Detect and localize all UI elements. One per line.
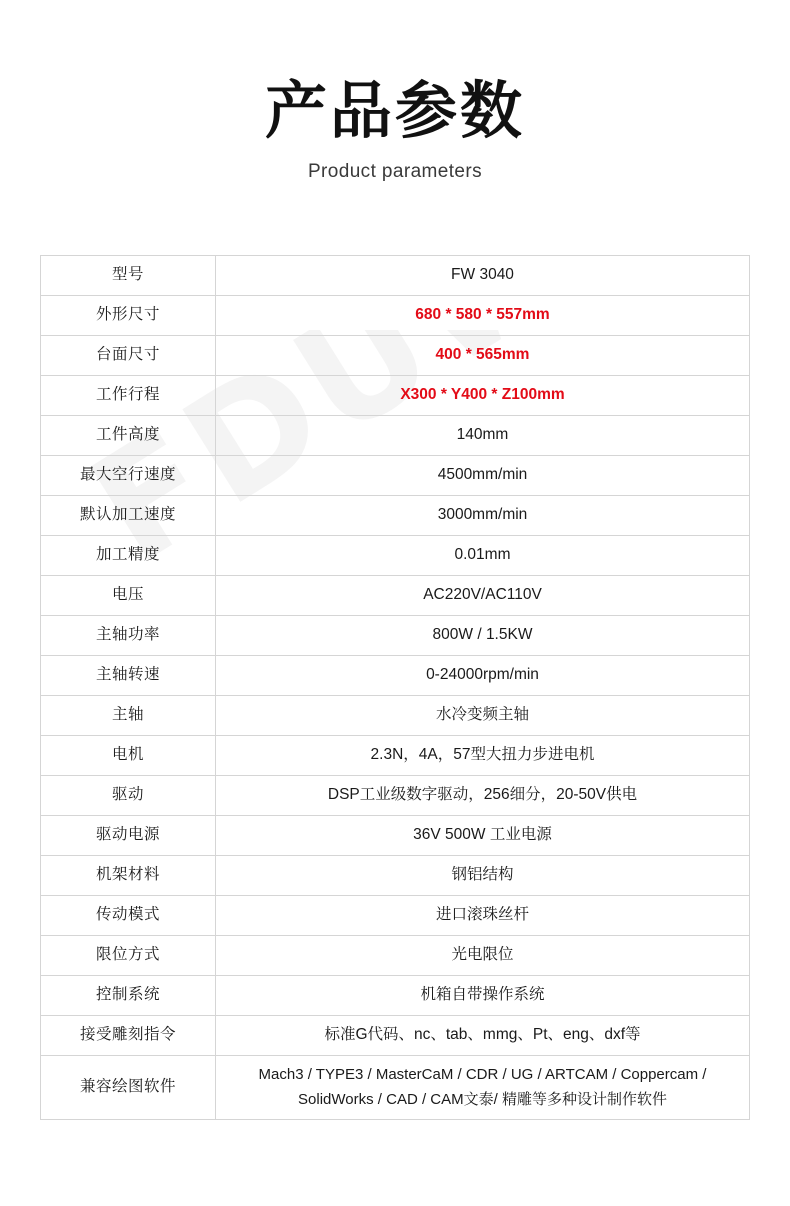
table-row	[41, 896, 750, 936]
table-row	[41, 856, 750, 896]
row-value	[216, 1056, 750, 1120]
row-label: 主轴功率	[41, 616, 216, 656]
row-value: FW 3040	[216, 256, 750, 296]
table-row	[41, 536, 750, 576]
row-value: 2.3N，4A，57型大扭力步进电机	[216, 736, 750, 776]
row-label: 电压	[41, 576, 216, 616]
table-row	[41, 776, 750, 816]
row-label: 驱动	[41, 776, 216, 816]
table-row	[41, 496, 750, 536]
row-label: 传动模式	[41, 896, 216, 936]
table-row	[41, 736, 750, 776]
table-row	[41, 256, 750, 296]
row-label: 加工精度	[41, 536, 216, 576]
row-label: 电机	[41, 736, 216, 776]
row-value: 400 * 565mm	[216, 336, 750, 376]
row-value: 水冷变频主轴	[216, 696, 750, 736]
table-row	[41, 576, 750, 616]
table-row	[41, 376, 750, 416]
row-label: 外形尺寸	[41, 296, 216, 336]
table-row	[41, 816, 750, 856]
row-value: 4500mm/min	[216, 456, 750, 496]
row-label: 台面尺寸	[41, 336, 216, 376]
table-row	[41, 416, 750, 456]
page-title: 产品参数	[264, 74, 525, 147]
row-value: 3000mm/min	[216, 496, 750, 536]
row-value: 140mm	[216, 416, 750, 456]
row-value: DSP工业级数字驱动，256细分，20-50V供电	[216, 776, 750, 816]
table-row	[41, 616, 750, 656]
spec-table-wrapper	[40, 255, 750, 1120]
table-row	[41, 1016, 750, 1056]
row-label: 驱动电源	[41, 816, 216, 856]
row-value: 0-24000rpm/min	[216, 656, 750, 696]
row-value: 0.01mm	[216, 536, 750, 576]
row-value: 进口滚珠丝杆	[216, 896, 750, 936]
row-value-line1: Mach3 / TYPE3 / MasterCaM / CDR / UG / ARTCAM / Coppercam /	[258, 1066, 707, 1084]
row-label: 限位方式	[41, 936, 216, 976]
row-value: 36V 500W 工业电源	[216, 816, 750, 856]
row-label: 接受雕刻指令	[41, 1016, 216, 1056]
row-value: 800W / 1.5KW	[216, 616, 750, 656]
table-row	[41, 656, 750, 696]
table-row	[41, 456, 750, 496]
row-value: AC220V/AC110V	[216, 576, 750, 616]
table-row	[41, 296, 750, 336]
row-value: X300 * Y400 * Z100mm	[216, 376, 750, 416]
table-row	[41, 936, 750, 976]
row-label: 兼容绘图软件	[41, 1056, 216, 1120]
row-label: 控制系统	[41, 976, 216, 1016]
row-value-line2: SolidWorks / CAD / CAM文泰/ 精雕等多种设计制作软件	[298, 1090, 667, 1108]
page-subtitle: Product parameters	[307, 161, 483, 183]
row-label: 最大空行速度	[41, 456, 216, 496]
row-value: 钢铝结构	[216, 856, 750, 896]
row-value: 光电限位	[216, 936, 750, 976]
spec-table-body	[41, 256, 750, 1120]
row-label: 主轴	[41, 696, 216, 736]
row-label: 型号	[41, 256, 216, 296]
row-value: 机箱自带操作系统	[216, 976, 750, 1016]
page-header	[0, 0, 790, 183]
row-label: 工作行程	[41, 376, 216, 416]
row-value: 680 * 580 * 557mm	[216, 296, 750, 336]
table-row	[41, 336, 750, 376]
row-label: 工件高度	[41, 416, 216, 456]
spec-table	[40, 255, 750, 1120]
row-label: 主轴转速	[41, 656, 216, 696]
row-value: 标准G代码、nc、tab、mmg、Pt、eng、dxf等	[216, 1016, 750, 1056]
row-label: 机架材料	[41, 856, 216, 896]
row-label: 默认加工速度	[41, 496, 216, 536]
table-row	[41, 1056, 750, 1120]
table-row	[41, 696, 750, 736]
table-row	[41, 976, 750, 1016]
